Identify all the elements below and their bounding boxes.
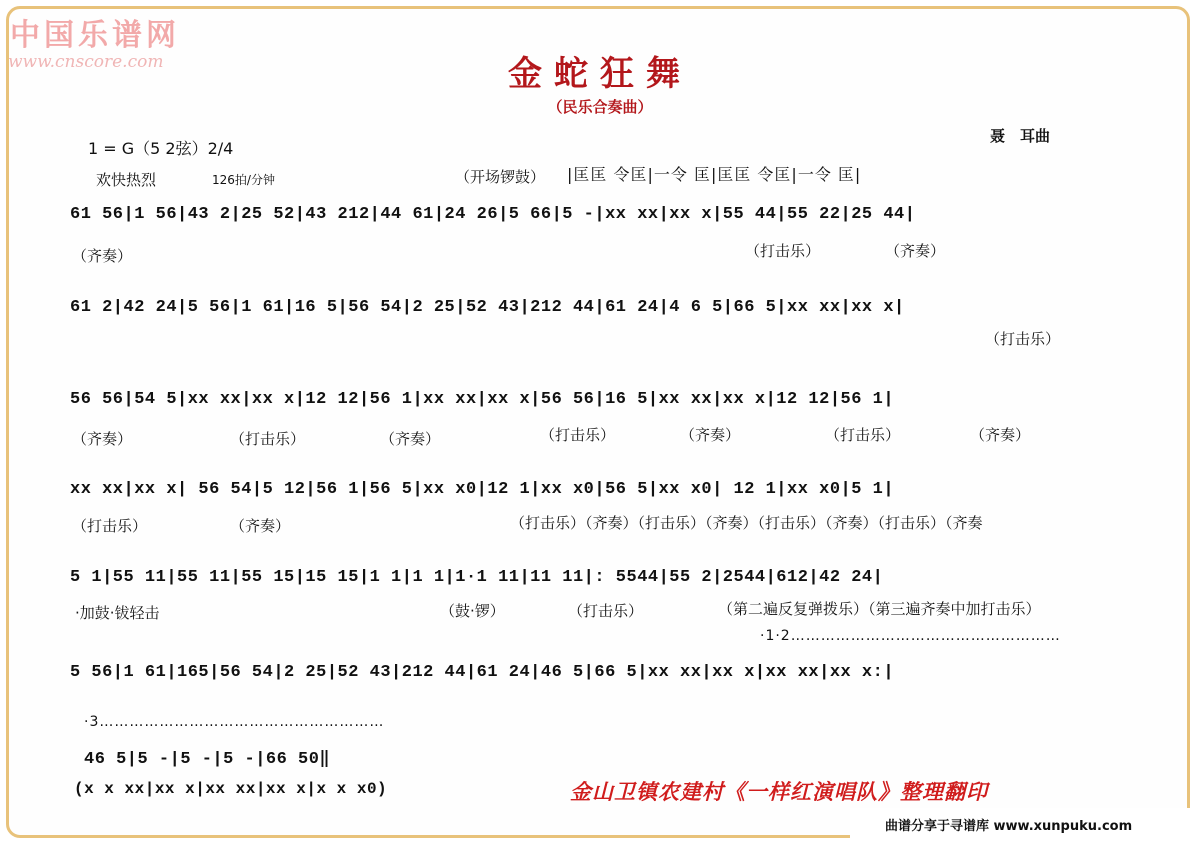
- score-title: 金蛇狂舞: [508, 54, 692, 94]
- watermark-site-url: www.cnscore.com: [8, 52, 164, 72]
- score-subtitle: （民乐合奏曲）: [547, 98, 653, 116]
- score-line-4: xx xx|xx x| 56 54|5 12|56 1|56 5|xx x0|12 1|xx x0|56 5|xx x0| 12 1|xx x0|5 1|: [70, 480, 895, 499]
- volta-bracket-1-2: ·1·2………………………………………………: [760, 628, 1061, 644]
- annotation: （齐奏）: [680, 426, 741, 444]
- annotation: （齐奏）: [970, 426, 1031, 444]
- score-line-1: 61 56|1 56|43 2|25 52|43 212|44 61|24 26|5 66|5 -|xx xx|xx x|55 44|55 22|25 44|: [70, 205, 916, 224]
- intro-label: （开场锣鼓）: [455, 168, 546, 186]
- tempo-marking: 欢快热烈: [96, 171, 157, 189]
- annotation: （打击乐）: [540, 426, 616, 444]
- annotation: （齐奏）: [885, 242, 946, 260]
- annotation: ·加鼓·钹轻击: [75, 604, 160, 622]
- score-line-6: 5 56|1 61|165|56 54|2 25|52 43|212 44|61 24|46 5|66 5|xx xx|xx x|xx xx|xx x:|: [70, 663, 895, 682]
- annotation: （齐奏）: [72, 430, 133, 448]
- footer-source: 曲谱分享于寻谱库 www.xunpuku.com: [850, 808, 1190, 846]
- annotation: （鼓·锣）: [440, 602, 505, 620]
- annotation: （打击乐）: [230, 430, 306, 448]
- score-line-7: 46 5|5 -|5 -|5 -|66 50‖: [84, 750, 331, 769]
- annotation: （齐奏）: [230, 517, 291, 535]
- reprint-credit: 金山卫镇农建村《一样红演唱队》整理翻印: [570, 780, 988, 804]
- volta-bracket-3: ·3…………………………………………………: [84, 714, 385, 730]
- annotation: （打击乐）: [568, 602, 644, 620]
- percussion-line: (x x xx|xx x|xx xx|xx x|x x x0): [74, 780, 388, 798]
- annotation: （打击乐）: [745, 242, 821, 260]
- annotation: （打击乐）: [985, 330, 1061, 348]
- annotation: （打击乐）（齐奏）（打击乐）（齐奏）（打击乐）（齐奏）（打击乐）（齐奏: [510, 514, 983, 532]
- annotation: （齐奏）: [380, 430, 441, 448]
- key-signature: 1 = G（5 2弦）2/4: [88, 139, 234, 158]
- annotation: （打击乐）: [72, 517, 148, 535]
- tempo-bpm: 126拍/分钟: [212, 173, 275, 187]
- annotation: （打击乐）: [825, 426, 901, 444]
- annotation: （齐奏）: [72, 247, 133, 265]
- annotation: （第二遍反复弹拨乐）（第三遍齐奏中加打击乐）: [718, 600, 1041, 618]
- score-line-5: 5 1|55 11|55 11|55 15|15 15|1 1|1 1|1·1 11|11 11|: 5544|55 2|2544|612|42 24|: [70, 568, 884, 587]
- score-line-2: 61 2|42 24|5 56|1 61|16 5|56 54|2 25|52 43|212 44|61 24|4 6 5|66 5|xx xx|xx x|: [70, 298, 905, 317]
- intro-percussion: |匡匡 令匡|一令 匡|匡匡 令匡|一令 匡|: [567, 165, 862, 184]
- watermark-site-name: 中国乐谱网: [10, 18, 180, 53]
- composer: 聂 耳曲: [990, 127, 1051, 145]
- score-line-3: 56 56|54 5|xx xx|xx x|12 12|56 1|xx xx|xx x|56 56|16 5|xx xx|xx x|12 12|56 1|: [70, 390, 895, 409]
